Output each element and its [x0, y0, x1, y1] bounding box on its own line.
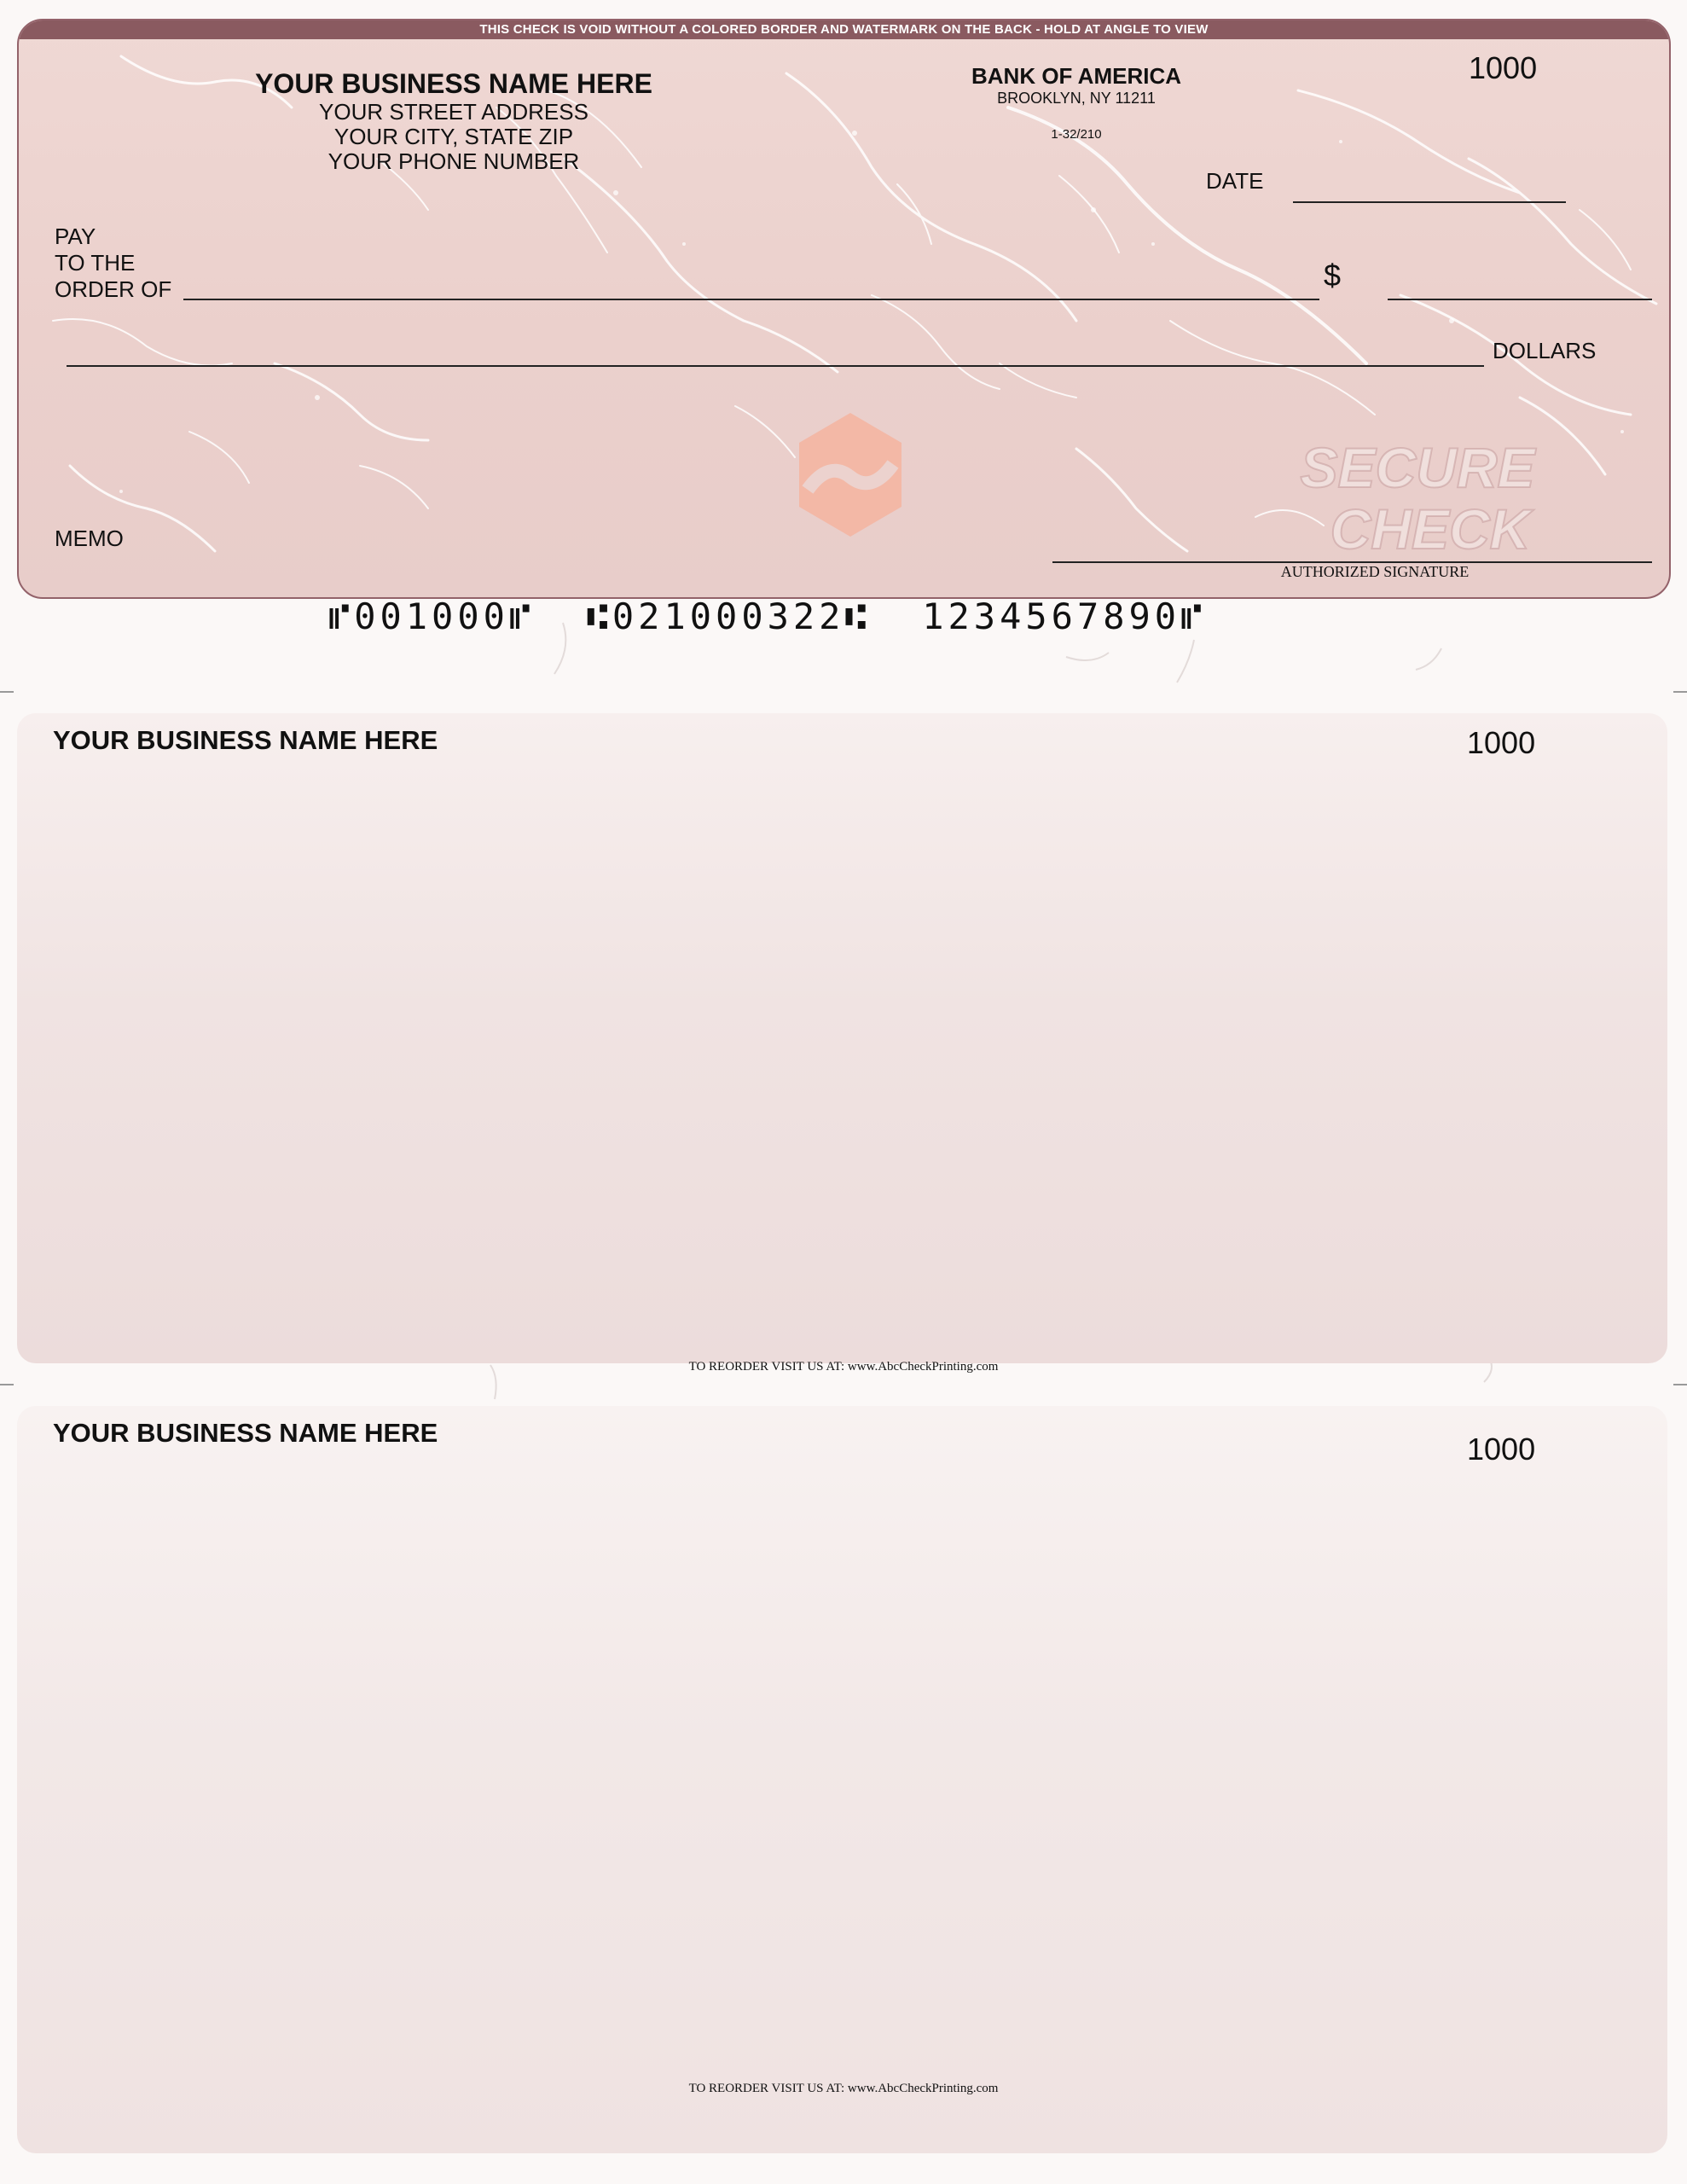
- dollar-sign: $: [1324, 258, 1342, 293]
- micr-line: ⑈001000⑈ ⑆021000322⑆ 1234567890⑈: [328, 595, 1207, 637]
- bank-name: BANK OF AMERICA: [971, 63, 1182, 89]
- check-stub-1: [17, 713, 1667, 1363]
- pay-label-line-1: PAY: [55, 224, 96, 249]
- date-line[interactable]: [1293, 201, 1566, 203]
- stub-business-name: YOUR BUSINESS NAME HERE: [53, 725, 438, 755]
- business-phone: YOUR PHONE NUMBER: [328, 148, 580, 174]
- secure-check-watermark: [1272, 437, 1562, 560]
- dollars-label: DOLLARS: [1493, 338, 1597, 363]
- memo-label: MEMO: [55, 526, 124, 551]
- bank-location: BROOKLYN, NY 11211: [997, 90, 1156, 107]
- perforation-mark: [1673, 1384, 1687, 1385]
- pay-to-label: [55, 224, 171, 303]
- perforation-mark: [1673, 691, 1687, 693]
- written-amount-line[interactable]: [67, 365, 1484, 367]
- perforation-mark: [0, 691, 14, 693]
- pay-label-line-3: ORDER OF: [55, 276, 172, 302]
- perforation-mark: [0, 1384, 14, 1385]
- amount-line[interactable]: [1388, 299, 1652, 300]
- reorder-notice: TO REORDER VISIT US AT: www.AbcCheckPrinting.com: [688, 1360, 999, 1374]
- bank-info: [940, 63, 1213, 107]
- watermark-logo-icon: [791, 409, 910, 545]
- void-warning-banner: THIS CHECK IS VOID WITHOUT A COLORED BORDER AND WATERMARK ON THE BACK - HOLD AT ANGLE TO VIEW: [19, 20, 1669, 39]
- reorder-notice: TO REORDER VISIT US AT: www.AbcCheckPrinting.com: [688, 2082, 999, 2095]
- stub-check-number: 1000: [1467, 1432, 1536, 1467]
- watermark-word-1: SECURE: [1300, 436, 1535, 499]
- stub-check-number: 1000: [1467, 725, 1536, 760]
- check-number: 1000: [1469, 50, 1538, 85]
- payee-line[interactable]: [183, 299, 1319, 300]
- stub-business-name: YOUR BUSINESS NAME HERE: [53, 1418, 438, 1448]
- business-name: YOUR BUSINESS NAME HERE: [255, 68, 652, 99]
- pay-label-line-2: TO THE: [55, 250, 136, 276]
- routing-fraction: 1-32/210: [1051, 127, 1102, 142]
- signature-label: AUTHORIZED SIGNATURE: [1280, 563, 1470, 580]
- date-label: DATE: [1206, 168, 1264, 194]
- watermark-word-2: CHECK: [1330, 497, 1531, 561]
- check: [17, 19, 1671, 599]
- business-city-state-zip: YOUR CITY, STATE ZIP: [333, 124, 574, 149]
- business-info: [215, 67, 693, 174]
- check-stub-2: [17, 1406, 1667, 2153]
- business-street: YOUR STREET ADDRESS: [319, 99, 588, 125]
